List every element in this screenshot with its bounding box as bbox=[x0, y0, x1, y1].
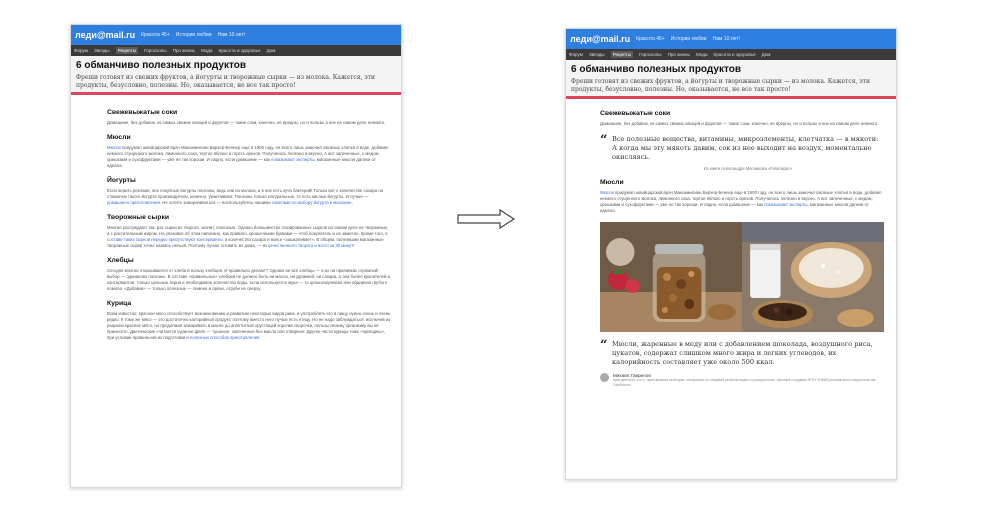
section-heading: Творожные сырки bbox=[107, 214, 170, 221]
top-link[interactable]: Истории любви bbox=[175, 32, 212, 38]
top-link[interactable]: Красота 45+ bbox=[636, 36, 665, 42]
article-screenshot-revised bbox=[565, 28, 897, 480]
inline-link[interactable]: Мюсли bbox=[107, 145, 121, 150]
section-text: Домашние, без добавок, из самых свежих овощей и фруктов — такие соки, конечно, не вредны, но и пользы в них на самом деле немного. bbox=[107, 120, 386, 125]
section-heading: Мюсли bbox=[600, 179, 624, 186]
section-heading: Курица bbox=[107, 300, 132, 307]
section-text: Домашние, без добавок, из самых свежих овощей и фруктов — такие соки, конечно, не вредны, но и пользы в них на самом деле немного. bbox=[600, 121, 879, 126]
nav-item[interactable]: Мода bbox=[200, 48, 213, 53]
inline-link[interactable]: качественного творога и всего за 30 минут bbox=[268, 243, 354, 248]
section-heading: Хлебцы bbox=[107, 257, 134, 264]
site-logo[interactable]: леди@mail.ru bbox=[570, 34, 631, 44]
article-header bbox=[71, 56, 401, 92]
section-heading: Свежевыжатые соки bbox=[600, 110, 671, 117]
quote-source: Из книги Александра Мясникова «Гиппократ» bbox=[703, 166, 793, 171]
muesli-photo bbox=[600, 222, 884, 332]
section-text: Всем известно: красное мясо способствует возникновению и развитию некоторых видов рака, и употреблять его в пищу нужно очень и очень редко. К тому же мясо — это достаточно калорийный продукт, поэтому вместо него лучше есть птицу. Но не надо заблуждаться: исключив из рациона красное мясо, но продолжая зажаривать в масле до аппетитной хрустящей корочки окорочка, пользы своему организму вы не принесете. Диетические считается куриное филе — тушеное, запеченное без масла или отварное. Другие части курицы тоже «пригодны», при условии правильной их подготовки и полезных способов приготовления. bbox=[107, 311, 391, 340]
article-title: 6 обманчиво полезных продуктов bbox=[571, 64, 741, 75]
nav-item[interactable]: Мода bbox=[695, 52, 708, 57]
inline-link[interactable]: в составе таких сырков нередко присутствуют консерванты bbox=[107, 231, 388, 242]
quote-text: Мюсли, жаренные в меду или с добавлением шоколада, воздушного риса, цукатов, содержат слишком много жира и легких углеводов, их калорийность составляет уже около 500 ккал. bbox=[612, 340, 873, 366]
top-link[interactable]: Нам 10 лет! bbox=[217, 32, 245, 38]
inline-link[interactable]: полезных способов приготовления bbox=[189, 335, 260, 340]
section-nav bbox=[71, 45, 401, 56]
nav-item[interactable]: Звезды bbox=[588, 52, 605, 57]
top-link[interactable]: Нам 10 лет! bbox=[712, 36, 740, 42]
section-heading: Мюсли bbox=[107, 134, 131, 141]
section-text: Многие рассуждают так: раз сырки из творога, значит, полезные. Однако большинство глазированных сырков на самом деле не творожные, а с растительным жиром. На упаковке об этом написано, как правило, крошечными буквами — чтоб покупатель и не заметил. Кроме того, в составе таких сырков нередко присутствуют консерванты, а количество сахара и вовсе «зашкаливает». В общем, полезными магазинные творожные сырки точно назвать нельзя. Поэтому лучше готовить их дома, — из качественного творога и всего за 30 минут! bbox=[107, 225, 389, 248]
article-header bbox=[566, 60, 896, 96]
nav-item[interactable]: Дом bbox=[266, 48, 276, 53]
article-lead: Фреши готовят из свежих фруктов, а йогурты и творожные сырки — из молока. Кажется, эти продукты, безусловно, полезны. Но, оказывается, не все так просто! bbox=[571, 78, 870, 93]
quote-text: Все полезные вещества, витамины, микроэлементы, клетчатка — в мякоти: А когда мы эту мякоть давим, сок из нее выходит на воздух, моментально окисляясь. bbox=[612, 135, 879, 161]
section-text: Мюсли придумал швейцарский врач Максимилиан Бирхер-Беннер еще в 1900 году. он всего лишь замочил овсяные хлопья в воде, добавил немного сгущенного молока, лимонного сока, тертое яблоко и горсть орехов. Получилось полезно и вкусно. А вот запеченные, с медом, орешками и сухофруктами — уже не так хороши. И ладно, если домашние — как показывают эксперты, магазинные мюсли далеки от идеала. bbox=[107, 145, 389, 168]
section-text: Если верить рекламе, все покупные йогурты полезны, ведь они из молока, и в них есть куча бактерий! Только вот о количестве сахара на стаканчик такого йогурта производители, конечно, умалчивают. Полезны только натуральные, то есть кислые йогурты. И лучше — домашнего приготовления. Не хотите заморачиваться — воспользуйтесь нашими советами по выбору йогурта в магазине. bbox=[107, 188, 384, 205]
inline-link[interactable]: показывают эксперты bbox=[271, 157, 315, 162]
site-logo[interactable]: леди@mail.ru bbox=[75, 30, 136, 40]
section-heading: Йогурты bbox=[107, 177, 136, 184]
inline-link[interactable]: Мюсли bbox=[600, 190, 614, 195]
inline-link[interactable]: советами по выбору йогурта в магазине bbox=[271, 200, 352, 205]
milk-oats-photo bbox=[742, 222, 884, 332]
granola-jar-photo bbox=[600, 222, 742, 332]
quote-mark-icon: “ bbox=[600, 133, 608, 148]
site-header bbox=[566, 29, 896, 49]
pull-quote bbox=[600, 135, 884, 171]
author-name[interactable]: Михаил Гаврилов bbox=[613, 373, 651, 378]
author-description: врач-диетолог, к.м.н., врач высшей категории, специалист по пищевой реабилитации и нутрициологии, научный сотрудник ФГБУ «НМИЦ психиатрии и наркологии им. Сербского» bbox=[613, 378, 877, 387]
top-link[interactable]: Красота 45+ bbox=[141, 32, 170, 38]
article-body bbox=[566, 99, 896, 387]
nav-item[interactable]: Форум bbox=[569, 52, 583, 57]
nav-item[interactable]: Форум bbox=[74, 48, 88, 53]
site-header bbox=[71, 25, 401, 45]
nav-item[interactable]: Звезды bbox=[93, 48, 110, 53]
nav-item[interactable]: Красота и здоровье bbox=[713, 52, 756, 57]
article-lead: Фреши готовят из свежих фруктов, а йогурты и творожные сырки — из молока. Кажется, эти продукты, безусловно, полезны. Но, оказывается, не все так просто! bbox=[76, 74, 375, 89]
section-text: Сегодня многие отказываются от хлеба в пользу хлебцев. И правильно делают? Однако не все хлебцы — а их на прилавках огромный выбор — одинаково полезны. В составе «правильных» хлебцев не должно быть ни масла, ни дрожжей, ни сахара, а тем более красителей и консервантов, только цельные зерна и необходимое количество воды. если используется мука — то цельнозерновая или обдирная грубого помола. «Добавки» — только полезные — семена и орехи, отруби не сверху. bbox=[107, 268, 391, 291]
nav-item[interactable]: Про жизнь bbox=[667, 52, 690, 57]
section-heading: Свежевыжатые соки bbox=[107, 109, 178, 116]
inline-link[interactable]: домашнего приготовления bbox=[107, 200, 160, 205]
nav-item[interactable]: Дом bbox=[761, 52, 771, 57]
nav-item[interactable]: Гороскопы bbox=[144, 48, 167, 53]
nav-item-active[interactable]: Рецепты bbox=[612, 52, 632, 57]
nav-item-active[interactable]: Рецепты bbox=[117, 48, 137, 53]
article-title: 6 обманчиво полезных продуктов bbox=[76, 60, 246, 71]
article-screenshot-original bbox=[70, 24, 402, 488]
top-link[interactable]: Истории любви bbox=[670, 36, 707, 42]
section-text: Мюсли придумал швейцарский врач Максимилиан Бирхер-Беннер еще в 1900 году. он всего лишь замочил овсяные хлопья в воде, добавил немного сгущенного молока, лимонного сока, тертое яблоко и горсть орехов. Получилось полезно и вкусно. А вот запеченные, с медом, орешками и сухофруктами — уже не так хороши. И ладно, если домашние — как показывают эксперты, магазинные мюсли далеки от идеала. bbox=[600, 190, 882, 213]
expert-author bbox=[600, 373, 884, 387]
inline-link[interactable]: показывают эксперты bbox=[764, 202, 808, 207]
quote-mark-icon: “ bbox=[600, 338, 608, 353]
pull-quote bbox=[600, 340, 884, 367]
nav-item[interactable]: Гороскопы bbox=[639, 52, 662, 57]
nav-item[interactable]: Про жизнь bbox=[172, 48, 195, 53]
avatar bbox=[600, 373, 609, 382]
section-nav bbox=[566, 49, 896, 60]
article-body bbox=[71, 95, 401, 341]
nav-item[interactable]: Красота и здоровье bbox=[218, 48, 261, 53]
right-arrow-icon bbox=[456, 208, 516, 230]
